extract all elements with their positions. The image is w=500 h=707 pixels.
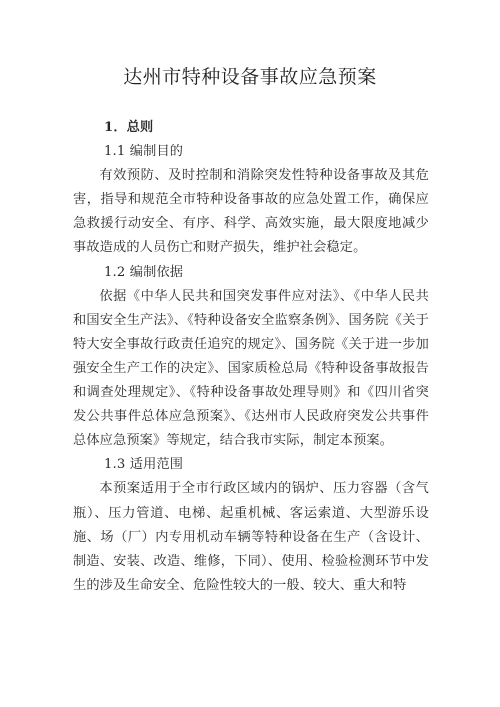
document-title: 达州市特种设备事故应急预案 <box>123 66 377 88</box>
subsection-heading-scope: 1.3 适用范围 <box>104 457 184 473</box>
paragraph-purpose: 有效预防、及时控制和消除突发性特种设备事故及其危害，指导和规范全市特种设备事故的应急处置工作，确保应急救援行动安全、有序、科学、高效实施，最大限度地减少事故造成的人员伤亡和财产损失，维护社会稳定。 <box>73 168 429 256</box>
paragraph-basis: 依据《中华人民共和国突发事件应对法》、《中华人民共和国安全生产法》、《特种设备安全监察条例》、国务院《关于特大安全事故行政责任追究的规定》、国务院《关于进一步加强安全生产工作的决定》、国家质检总局《特种设备事故报告和调查处理规定》、《特种设备事故处理导则》和《四川省突发公共事件总体应急预案》、《达州市人民政府突发公共事件总体应急预案》等规定，结合我市实际，制定本预案。 <box>73 288 429 449</box>
document-body <box>73 116 429 598</box>
section-heading-general: 1．总则 <box>104 120 154 135</box>
subsection-heading-basis: 1.2 编制依据 <box>104 264 184 280</box>
paragraph-scope: 本预案适用于全市行政区域内的锅炉、压力容器（含气瓶）、压力管道、电梯、起重机械、客运索道、大型游乐设施、场（厂）内专用机动车辆等特种设备在生产（含设计、制造、安装、改造、维修，下同）、使用、检验检测环节中发生的涉及生命安全、危险性较大的一般、较大、重大和特 <box>73 481 429 593</box>
subsection-heading-purpose: 1.1 编制目的 <box>104 144 184 160</box>
